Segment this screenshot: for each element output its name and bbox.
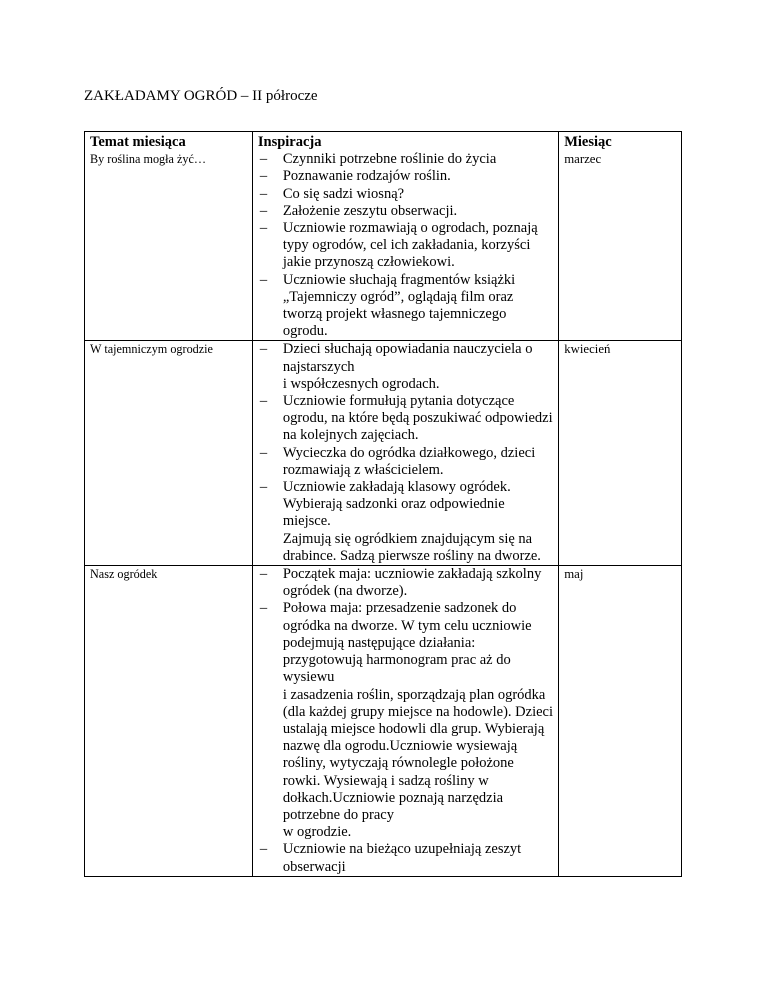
topic-header: Temat miesiąca	[90, 134, 186, 150]
plan-table	[84, 131, 682, 877]
document-title: ZAKŁADAMY OGRÓD – II półrocze	[84, 88, 318, 104]
topic-text: W tajemniczym ogrodzie	[90, 342, 213, 357]
list-item: – Uczniowie formułują pytania dotyczące ogrodu, na które będą poszukiwać odpowiedzi na kolejnych zajęciach.	[283, 393, 553, 445]
table-row	[85, 566, 682, 877]
month-cell	[559, 341, 682, 566]
inspiration-cell	[252, 132, 558, 341]
topic-text: By roślina mogła żyć…	[90, 152, 207, 167]
list-item: – Początek maja: uczniowie zakładają szkolny ogródek (na dworze).	[283, 566, 553, 600]
topic-cell	[85, 132, 253, 341]
list-item: – Uczniowie na bieżąco uzupełniają zeszyt obserwacji	[283, 841, 553, 875]
inspiration-cell	[252, 341, 558, 566]
list-item: – Założenie zeszytu obserwacji.	[283, 203, 553, 220]
list-item: – Uczniowie rozmawiają o ogrodach, poznają typy ogrodów, cel ich zakładania, korzyści jakie przynoszą człowiekowi.	[283, 220, 553, 272]
inspiration-list	[258, 151, 553, 340]
list-item: – Poznawanie rodzajów roślin.	[283, 168, 553, 185]
list-item: – Połowa maja: przesadzenie sadzonek do ogródka na dworze. W tym celu uczniowie podejmują następujące działania: przygotowują harmonogram prac aż do wysiewu i zasadzenia roślin, sporządzają plan ogródka (dla każdej grupy miejsce na hodowle). Dzieci ustalają miejsce hodowli dla grup. Wybierają nazwę dla ogrodu.Uczniowie wysiewają rośliny, wytyczają równolegle położone rowki. Wysiewają i sadzą rośliny w dołkach.Uczniowie poznają narzędzia potrzebne do pracy w ogrodzie.	[283, 600, 553, 841]
table-row	[85, 132, 682, 341]
list-item: – Co się sadzi wiosną?	[283, 186, 553, 203]
month-cell	[559, 566, 682, 877]
topic-cell	[85, 341, 253, 566]
month-text: marzec	[564, 152, 602, 167]
table-row	[85, 341, 682, 566]
month-text: maj	[564, 567, 584, 582]
list-item: – Wycieczka do ogródka działkowego, dzieci rozmawiają z właścicielem.	[283, 445, 553, 479]
inspiration-list	[258, 566, 553, 876]
inspiration-cell	[252, 566, 558, 877]
topic-text: Nasz ogródek	[90, 567, 158, 582]
list-item: – Czynniki potrzebne roślinie do życia	[283, 151, 553, 168]
month-text: kwiecień	[564, 342, 611, 357]
inspiration-list	[258, 341, 553, 565]
list-item: – Uczniowie słuchają fragmentów książki „Tajemniczy ogród”, oglądają film oraz tworzą projekt własnego tajemniczego ogrodu.	[283, 272, 553, 341]
list-item: – Dzieci słuchają opowiadania nauczyciela o najstarszych i współczesnych ogrodach.	[283, 341, 553, 393]
month-cell	[559, 132, 682, 341]
month-header: Miesiąc	[564, 134, 612, 150]
topic-cell	[85, 566, 253, 877]
inspiration-header: Inspiracja	[257, 134, 322, 150]
list-item: – Uczniowie zakładają klasowy ogródek. Wybierają sadzonki oraz odpowiednie miejsce. Zajmują się ogródkiem znajdującym się na drabince. Sadzą pierwsze rośliny na dworze.	[283, 479, 553, 565]
